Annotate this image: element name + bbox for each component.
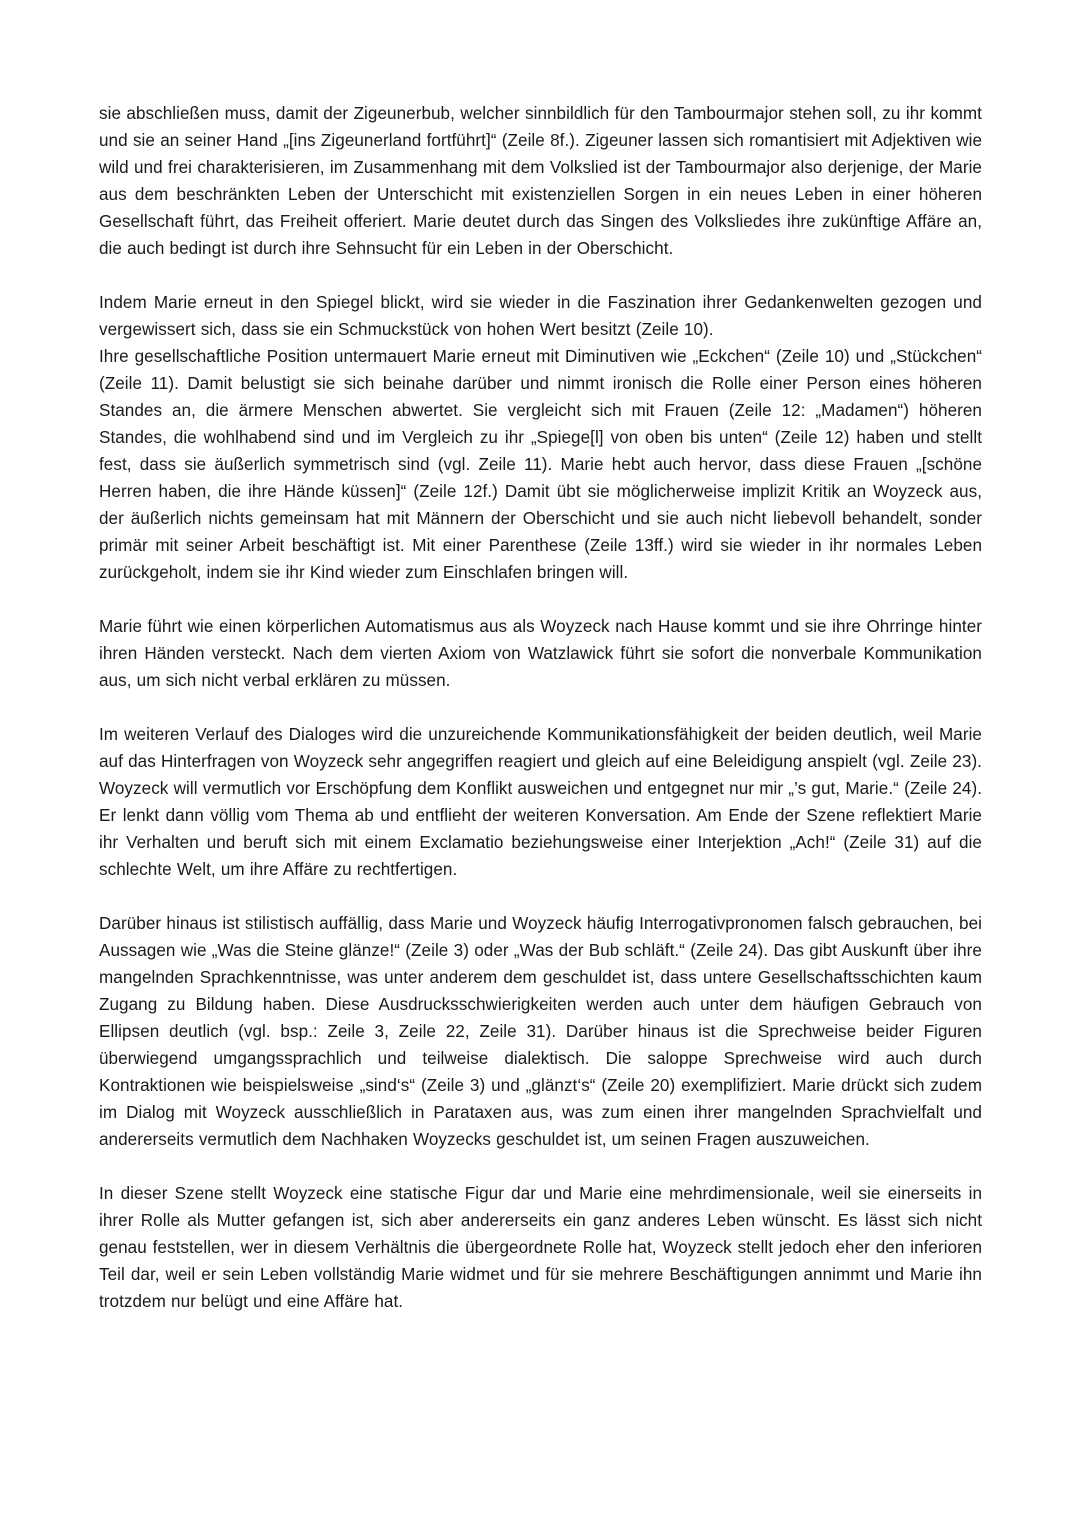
paragraph-4: Im weiteren Verlauf des Dialoges wird die unzureichende Kommunikationsfähigkeit der beiden deutlich, weil Marie auf das Hinterfragen von Woyzeck sehr angegriffen reagiert und gleich auf eine Beleidigung anspielt (vgl. Zeile 23). Woyzeck will vermutlich vor Erschöpfung dem Konflikt ausweichen und entgegnet nur mir „’s gut, Marie.“ (Zeile 24). Er lenkt dann völlig vom Thema ab und entflieht der weiteren Konversation. Am Ende der Szene reflektiert Marie ihr Verhalten und beruft sich mit einem Exclamatio beziehungsweise einer Interjektion „Ach!“ (Zeile 31) auf die schlechte Welt, um ihre Affäre zu rechtfertigen.	[99, 725, 982, 879]
paragraph-5: Darüber hinaus ist stilistisch auffällig, dass Marie und Woyzeck häufig Interrogativpronomen falsch gebrauchen, bei Aussagen wie „Was die Steine glänze!“ (Zeile 3) oder „Was der Bub schläft.“ (Zeile 24). Das gibt Auskunft über ihre mangelnden Sprachkenntnisse, was unter anderem dem geschuldet ist, dass untere Gesellschaftsschichten kaum Zugang zu Bildung haben. Diese Ausdrucksschwierigkeiten werden auch unter dem häufigen Gebrauch von Ellipsen deutlich (vgl. bsp.: Zeile 3, Zeile 22, Zeile 31). Darüber hinaus ist die Sprechweise beider Figuren überwiegend umgangssprachlich und teilweise dialektisch. Die saloppe Sprechweise wird auch durch Kontraktionen wie beispielsweise „sind‘s“ (Zeile 3) und „glänzt‘s“ (Zeile 20) exemplifiziert. Marie drückt sich zudem im Dialog mit Woyzeck ausschließlich in Parataxen aus, was zum einen ihrer mangelnden Sprachvielfalt und andererseits vermutlich dem Nachhaken Woyzecks geschuldet ist, um seinen Fragen auszuweichen.	[99, 914, 982, 1149]
paragraph-6: In dieser Szene stellt Woyzeck eine statische Figur dar und Marie eine mehrdimensionale, weil sie einerseits in ihrer Rolle als Mutter gefangen ist, sich aber andererseits ein ganz anderes Leben wünscht. Es lässt sich nicht genau feststellen, wer in diesem Verhältnis die übergeordnete Rolle hat, Woyzeck stellt jedoch eher den inferioren Teil dar, weil er sein Leben vollständig Marie widmet und für sie mehrere Beschäftigungen annimmt und Marie ihn trotzdem nur belügt und eine Affäre hat.	[99, 1184, 982, 1311]
paragraph-2b: Ihre gesellschaftliche Position untermauert Marie erneut mit Diminutiven wie „Eckchen“ (Zeile 10) und „Stückchen“ (Zeile 11). Damit belustigt sie sich beinahe darüber und nimmt ironisch die Rolle einer Person eines höheren Standes an, die ärmere Menschen abwertet. Sie vergleicht sich mit Frauen (Zeile 12: „Madamen“) höheren Standes, die wohlhabend sind und im Vergleich zu ihr „Spiege[l] von oben bis unten“ (Zeile 12) haben und stellt fest, dass sie äußerlich symmetrisch sind (vgl. Zeile 11). Marie hebt auch hervor, dass diese Frauen „[schöne Herren haben, die ihre Hände küssen]“ (Zeile 12f.) Damit übt sie möglicherweise implizit Kritik an Woyzeck aus, der äußerlich nichts gemeinsam hat mit Männern der Oberschicht und sie auch nicht liebevoll behandelt, sonder primär mit seiner Arbeit beschäftigt ist. Mit einer Parenthese (Zeile 13ff.) wird sie wieder in ihr normales Leben zurückgeholt, indem sie ihr Kind wieder zum Einschlafen bringen will.	[99, 347, 982, 582]
paragraph-3: Marie führt wie einen körperlichen Automatismus aus als Woyzeck nach Hause kommt und sie ihre Ohrringe hinter ihren Händen versteckt. Nach dem vierten Axiom von Watzlawick führt sie sofort die nonverbale Kommunikation aus, um sich nicht verbal erklären zu müssen.	[99, 617, 982, 690]
paragraph-1: sie abschließen muss, damit der Zigeunerbub, welcher sinnbildlich für den Tambourmajor stehen soll, zu ihr kommt und sie an seiner Hand „[ins Zigeunerland fortführt]“ (Zeile 8f.). Zigeuner lassen sich romantisiert mit Adjektiven wie wild und frei charakterisieren, im Zusammenhang mit dem Volkslied ist der Tambourmajor also derjenige, der Marie aus dem beschränkten Leben der Unterschicht mit existenziellen Sorgen in ein neues Leben in einer höheren Gesellschaft führt, das Freiheit offeriert. Marie deutet durch das Singen des Volksliedes ihre zukünftige Affäre an, die auch bedingt ist durch ihre Sehnsucht für ein Leben in der Oberschicht.	[99, 104, 982, 258]
text-column	[99, 100, 982, 1315]
paragraph-2a: Indem Marie erneut in den Spiegel blickt, wird sie wieder in die Faszination ihrer Gedankenwelten gezogen und vergewissert sich, dass sie ein Schmuckstück von hohen Wert besitzt (Zeile 10).	[99, 293, 982, 339]
